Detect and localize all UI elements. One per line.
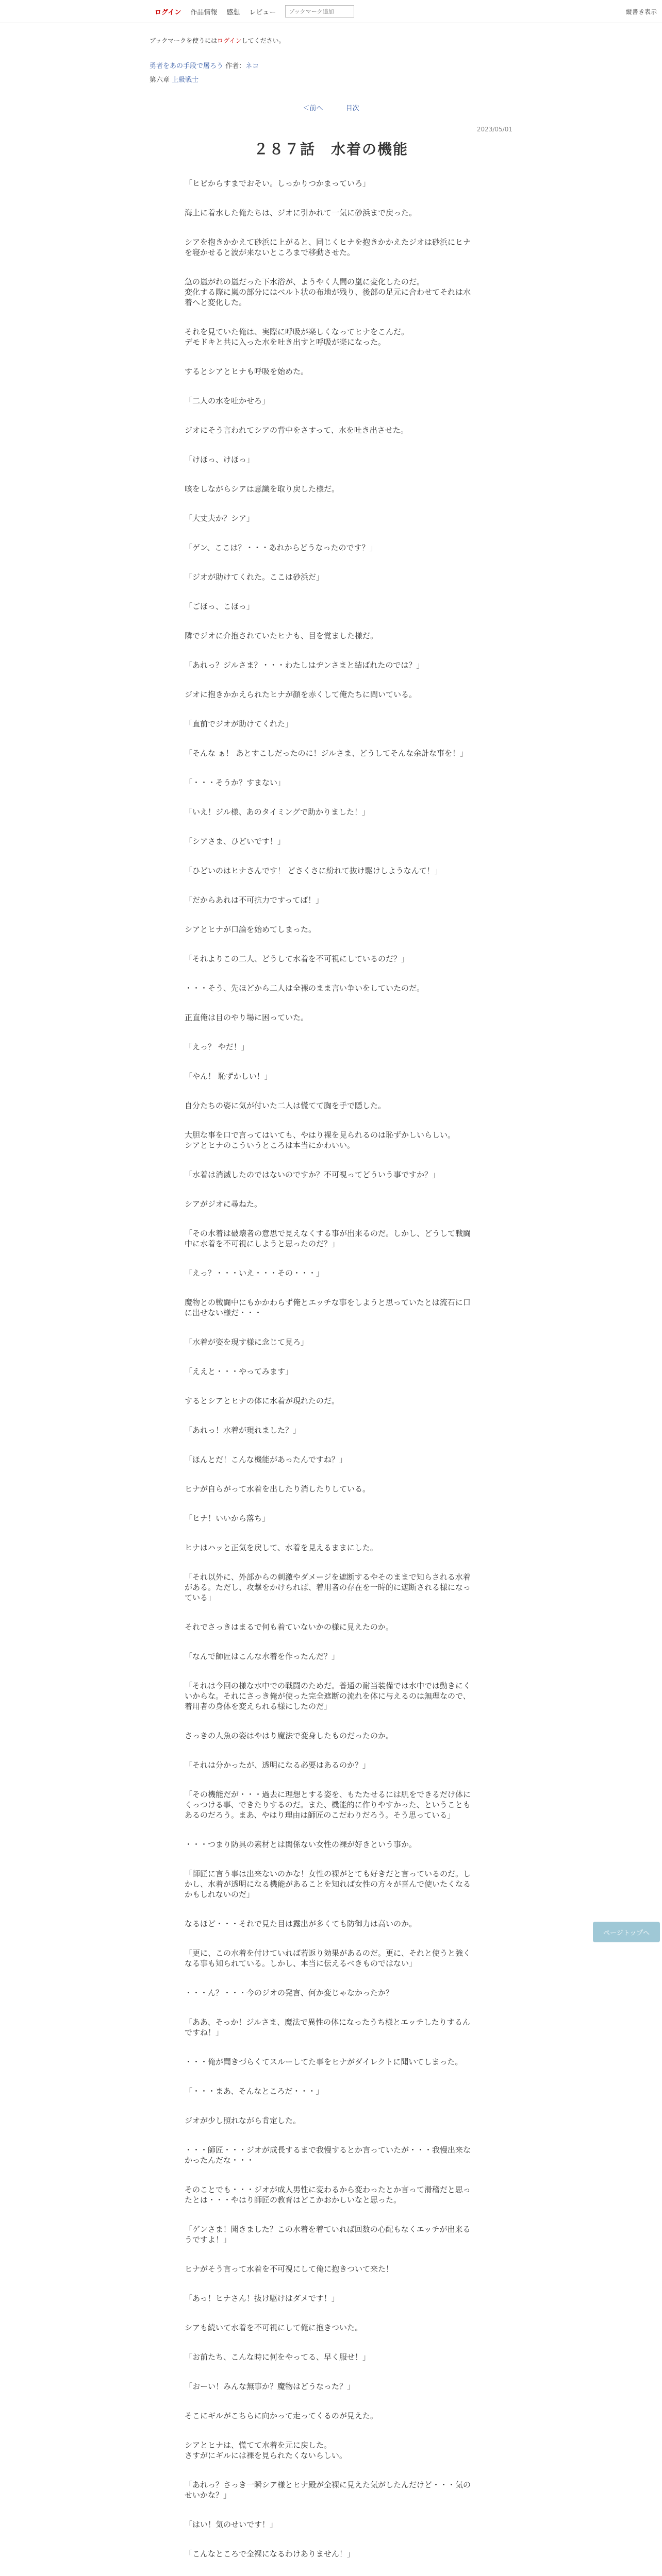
paragraph: 「ヒビからすまでおそい。しっかりつかまっていろ」	[185, 179, 371, 188]
paragraph: 「おーい！みんな無事か？魔物はどうなった？」	[185, 2382, 355, 2391]
paragraph: ヒナはハッと正気を戻して、水着を見えるままにした。	[185, 1543, 378, 1552]
paragraph: そこにギルがこちらに向かって走ってくるのが見えた。	[185, 2411, 378, 2420]
paragraph: さっきの人魚の姿はやはり魔法で変身したものだったのか。	[185, 1731, 394, 1740]
paragraph: 「水着は消滅したのではないのですか？不可視ってどういう事ですか？」	[185, 1170, 440, 1179]
paragraph: するとシアとヒナの体に水着が現れたのだ。	[185, 1396, 340, 1405]
review-link[interactable]: レビュー	[249, 8, 276, 16]
paragraph: 「あれっ！水着が現れました？」	[185, 1426, 301, 1435]
paragraph: 「それ以外に、外部からの刺激やダメージを遮断するやそのままで知らされる水着がある。ただし、攻撃をかけられば、着用者の存在を一時的に遮断される様になっている」	[185, 1572, 471, 1602]
paragraph: 「なんで師匠はこんな水着を作ったんだ？」	[185, 1652, 340, 1661]
main-content	[150, 23, 512, 2576]
paragraph: 「ゲン、ここは？・・・あれからどうなったのです？」	[185, 543, 377, 552]
paragraph: ・・・つまり防具の素材とは関係ない女性の裸が好きという事か。	[185, 1840, 417, 1849]
paragraph: それでさっきはまるで何も着ていないかの様に見えたのか。	[185, 1622, 393, 1632]
paragraph: 「その機能だが・・・過去に理想とする姿を、もたたせるには肌をできるだけ体にくっつける事、できたりするのだ。また、機能的に作りやすかった、ということもあるのだろう。まあ、やはり理由は師匠のこだわりだろう。そう思っている」	[185, 1790, 471, 1820]
episode-body	[150, 178, 512, 2576]
paragraph: 急の嵐がれの嵐だった下水浴が、ようやく人間の嵐に変化したのだ。 変化する際に嵐の部分にはベルト状の布地が残り、後部の足元に合わせてそれは水着へと変化した。	[185, 277, 471, 307]
paragraph: 「それよりこの二人、どうして水着を不可視にしているのだ？」	[185, 954, 409, 963]
paragraph: なるほど・・・それで見た目は露出が多くても防御力は高いのか。	[185, 1919, 417, 1928]
paragraph: 「えっ？ やだ！」	[185, 1042, 249, 1052]
paragraph: 大胆な事を口で言ってはいても、やはり裸を見られるのは恥ずかしいらしい。 シアとヒナのこういうところは本当にかわいい。	[185, 1130, 456, 1150]
paragraph: 「ひどいのはヒナさんです！ どさくさに紛れて抜け駆けしようなんて！」	[185, 866, 442, 875]
novel-info	[150, 60, 512, 70]
paragraph: ジオにそう言われてシアの背中をさすって、水を吐き出させた。	[185, 426, 408, 435]
paragraph: 「だからあれは不可抗力ですってば！」	[185, 895, 324, 905]
paragraph: シアとヒナが口論を始めてしまった。	[185, 925, 317, 934]
paragraph: 「ごほっ、こほっ」	[185, 602, 255, 611]
paragraph: そのことでも・・・ジオが成人男性に変わるから変わったとか言って滑稽だと思ったとは・・・やはり師匠の教育はどこかおかしいなと思った。	[185, 2185, 471, 2205]
paragraph: ヒナが自らがって水着を出したり消したりしている。	[185, 1484, 371, 1494]
paragraph: シアを抱きかかえて砂浜に上がると、同じくヒナを抱きかかえたジオは砂浜にヒナを寝かせると波が来ないところまで移動させた。	[185, 238, 471, 257]
paragraph: 「直前でジオが助けてくれた」	[185, 719, 293, 728]
paragraph: 「ゲンさま！聞きました？この水着を着ていれば回数の心配もなくエッチが出来るうですよ！」	[185, 2225, 471, 2244]
paragraph: 「ええと・・・やってみます」	[185, 1367, 293, 1376]
paragraph: 「二人の水を吐かせろ」	[185, 396, 270, 405]
paragraph: 「更に、この水着を付けていれば若返り効果があるのだ。更に、それと使うと強くなる事も知られている。しかし、本当に伝えるべきものではない」	[185, 1948, 471, 1968]
bookmark-login-link[interactable]: ログイン	[217, 37, 242, 44]
paragraph: ジオが少し照れながら肯定した。	[185, 2116, 301, 2125]
novel-title[interactable]: 勇者をあの手段で屠ろう	[150, 62, 224, 70]
paragraph: 「その水着は破壊者の意思で見えなくする事が出来るのだ。しかし、どうして戦闘中に水着を不可視にしようと思ったのだ？」	[185, 1229, 471, 1248]
paragraph: 海上に着水した俺たちは、ジオに引かれて一気に砂浜まで戻った。	[185, 208, 417, 217]
paragraph: 咳をしながらシアは意識を取り戻した様だ。	[185, 484, 340, 494]
paragraph: 「シアさま、ひどいです！」	[185, 837, 286, 846]
toc-link[interactable]: 目次	[345, 105, 359, 112]
paragraph: 「ジオが助けてくれた。ここは砂浜だ」	[185, 572, 324, 582]
work-info-link[interactable]: 作品情報	[190, 8, 218, 16]
paragraph: それを見ていた俺は、実際に呼吸が楽しくなってヒナをこんだ。 デモドキと共に入った水を吐き出すと呼吸が楽になった。	[185, 327, 409, 347]
paragraph: 「・・・まあ、そんなところだ・・・」	[185, 2087, 324, 2096]
paragraph: ・・・師匠・・・ジオが成長するまで我慢するとか言っていたが・・・我慢出来なかったんだな・・・	[185, 2145, 471, 2165]
paragraph: 隣でジオに介抱されていたヒナも、目を覚ました様だ。	[185, 631, 378, 640]
vertical-display-link[interactable]: 縦書き表示	[625, 8, 657, 15]
paragraph: するとシアとヒナも呼吸を始めた。	[185, 367, 309, 376]
paragraph: 「それは今回の様な水中での戦闘のためだ。普通の耐当装備では水中では動きにくいからな。それにさっき俺が使った完全遮断の流れを体に与えるのは無理なので、着用者の身体を変えられる様にしたのだ」	[185, 1681, 471, 1711]
paragraph: 「けほっ、けほっ」	[185, 455, 255, 464]
paragraph: シアも続いて水着を不可視にして俺に抱きついた。	[185, 2323, 363, 2332]
paragraph: 「ああ、そっか！ジルさま、魔法で異性の体になったうち様とエッチしたりするんですね！」	[185, 2018, 470, 2037]
paragraph: 「やん！ 恥ずかしい！」	[185, 1072, 272, 1081]
author-label: 作者：	[225, 62, 246, 70]
chapter-name: 上級戦士	[172, 76, 199, 84]
top-links	[155, 5, 354, 18]
paragraph: ヒナがそう言って水着を不可視にして俺に抱きついて来た！	[185, 2264, 394, 2274]
paragraph: 「いえ！ジル様、あのタイミングで助かりました！」	[185, 807, 370, 817]
paragraph: 自分たちの姿に気が付いた二人は慌てて胸を手で隠した。	[185, 1101, 386, 1110]
paragraph: 「こんなところで全裸になるわけありません！」	[185, 2549, 355, 2558]
paragraph: 「あっ！ヒナさん！抜け駆けはダメです！」	[185, 2294, 339, 2303]
paragraph: 「・・・そうか？すまない」	[185, 778, 286, 787]
paragraph: 「大丈夫か？シア」	[185, 514, 255, 523]
paragraph: 「ヒナ！いいから落ち」	[185, 1514, 270, 1523]
paragraph: 「それは分かったが、透明になる必要はあるのか？」	[185, 1760, 371, 1770]
author-name[interactable]: ネコ	[245, 62, 259, 70]
paragraph: 「師匠に言う事は出来ないのかな！女性の裸がとても好きだと言っているのだ。しかし、水着が透明になる機能があることを知れば女性の方々が喜んで使いたくなるかもしれないのだ」	[185, 1869, 471, 1899]
paragraph: シアがジオに尋ねた。	[185, 1199, 262, 1209]
paragraph: ジオに抱きかかえられたヒナが顔を赤くして俺たちに問いている。	[185, 690, 417, 699]
publish-date: 2023/05/01	[476, 126, 512, 133]
paragraph: 「えっ？・・・いえ・・・その・・・」	[185, 1268, 324, 1278]
impressions-link[interactable]: 感想	[226, 8, 240, 16]
bookmark-note-suffix: してください。	[241, 37, 285, 44]
paragraph: ・・・そう、先ほどから二人は全裸のまま言い争いをしていたのだ。	[185, 984, 425, 993]
bookmark-note	[150, 36, 512, 45]
bookmark-note-prefix: ブックマークを使うには	[150, 37, 218, 44]
paragraph: 「ほんとだ！こんな機能があったんですね？」	[185, 1455, 347, 1464]
paragraph: ・・・俺が聞きづらくてスルーしてた事をヒナがダイレクトに聞いてしまった。	[185, 2057, 463, 2066]
chapter-label: 第六章	[150, 76, 170, 84]
paragraph: 「水着が姿を現す様に念じて見ろ」	[185, 1337, 309, 1347]
page-top-button[interactable]: ページトップへ	[593, 1922, 660, 1942]
chapter-info	[150, 74, 512, 84]
paragraph: 「はい！気のせいです！」	[185, 2520, 278, 2529]
prev-link[interactable]: ＜前へ	[303, 105, 323, 112]
paragraph: 「そんな ぁ！ あとすこしだったのに！ジルさま、どうしてそんな余計な事を！」	[185, 749, 468, 758]
paragraph: 「あれっ？さっき一瞬シア様とヒナ殿が全裸に見えた気がしたんだけど・・・気のせいかな？」	[185, 2480, 471, 2500]
paragraph: シアとヒナは、慌てて水着を元に戻した。 さすがにギルには裸を見られたくないらしい。	[185, 2441, 347, 2460]
paragraph: 正直俺は目のやり場に困っていた。	[185, 1013, 309, 1022]
episode-nav	[150, 103, 512, 112]
paragraph: 「お前たち、こんな時に何をやってる、早く服せ！」	[185, 2352, 371, 2362]
paragraph: 魔物との戦闘中にもかかわらず俺とエッチな事をしようと思っていたとは流石に口に出せない様だ・・・	[185, 1298, 471, 1317]
episode-title: ２８７話 水着の機能	[253, 141, 408, 158]
login-link[interactable]: ログイン	[155, 8, 181, 16]
top-bar	[0, 0, 662, 23]
paragraph: ・・・ん？・・・今のジオの発言、何か変じゃなかったか？	[185, 1988, 394, 1997]
paragraph: 「あれっ？ジルさま？・・・わたしはヂンさまと結ばれたのでは？」	[185, 660, 424, 670]
bookmark-add-button[interactable]: ブックマーク追加	[285, 5, 354, 18]
